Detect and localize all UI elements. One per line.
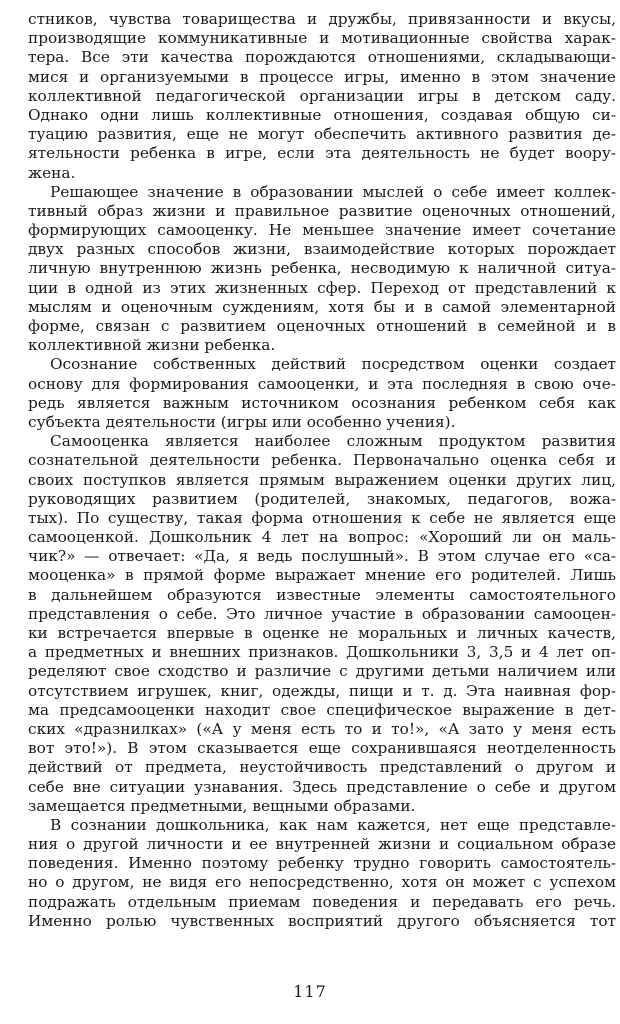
text-line: вот это!»). В этом сказывается еще сохранившаяся неотделенность — [28, 739, 616, 758]
text-line: представления о себе. Это личное участие в образовании самооцен- — [28, 604, 616, 623]
text-line: коллективной жизни ребенка. — [28, 336, 276, 355]
page-text — [28, 10, 616, 931]
text-line: ских «дразнилках» («А у меня есть то и то!», «А зато у меня есть — [28, 719, 616, 738]
text-line: стников, чувства товарищества и дружбы, привязанности и вкусы, — [28, 10, 616, 28]
text-line: в дальнейшем образуются известные элементы самостоятельного — [28, 585, 616, 604]
text-line: себе вне ситуации узнавания. Здесь представление о себе и другом — [28, 777, 616, 796]
text-line: туацию развития, еще не могут обеспечить активного развития де- — [28, 125, 616, 144]
text-line: В сознании дошкольника, как нам кажется, нет еще представле- — [50, 815, 616, 834]
page-number: 117 — [293, 982, 327, 1001]
text-line: ма предсамооценки находит свое специфическое выражение в дет- — [28, 700, 616, 719]
text-line: Именно ролью чувственных восприятий другого объясняется тот — [28, 911, 616, 930]
text-line: ределяют свое сходство и различие с другими детьми наличием или — [28, 662, 616, 681]
text-line: поведения. Именно поэтому ребенку трудно говорить самостоятель- — [28, 854, 616, 873]
text-line: своих поступков является прямым выражением оценки других лиц, — [28, 470, 616, 489]
text-line: действий от предмета, неустойчивость представлений о другом и — [28, 758, 616, 777]
text-line: Осознание собственных действий посредством оценки создает — [50, 355, 616, 374]
text-line: но о другом, не видя его непосредственно, хотя он может с успехом — [28, 873, 616, 892]
text-line: мооценка» в прямой форме выражает мнение его родителей. Лишь — [28, 566, 616, 585]
text-line: двух разных способов жизни, взаимодействие которых порождает — [28, 240, 616, 259]
text-line: сознательной деятельности ребенка. Первоначально оценка себя и — [28, 451, 616, 470]
text-line: тера. Все эти качества порождаются отношениями, складывающи- — [28, 48, 616, 67]
text-line: подражать отдельным приемам поведения и передавать его речь. — [28, 892, 616, 911]
text-line: производящие коммуникативные и мотивационные свойства харак- — [28, 29, 616, 48]
text-line: Самооценка является наиболее сложным продуктом развития — [50, 432, 616, 451]
text-line: ятельности ребенка в игре, если эта деятельность не будет воору- — [28, 144, 616, 163]
text-line: тивный образ жизни и правильное развитие оценочных отношений, — [28, 201, 616, 220]
text-line: коллективной педагогической организации игры в детском саду. — [28, 86, 616, 105]
text-line: основу для формирования самооценки, и эта последняя в свою оче- — [28, 374, 616, 393]
text-line: ции в одной из этих жизненных сфер. Переход от представлений к — [28, 278, 616, 297]
text-line: самооценкой. Дошкольник 4 лет на вопрос: «Хороший ли он маль- — [28, 528, 616, 547]
text-line: личную внутреннюю жизнь ребенка, несводимую к наличной ситуа- — [28, 259, 616, 278]
text-line: мися и организуемыми в процессе игры, именно в этом значение — [28, 67, 616, 86]
text-line: отсутствием игрушек, книг, одежды, пищи и т. д. Эта наивная фор- — [28, 681, 616, 700]
text-line: Однако одни лишь коллективные отношения, создавая общую си- — [28, 105, 616, 124]
text-line: форме, связан с развитием оценочных отношений в семейной и в — [28, 317, 616, 335]
paragraph — [28, 355, 616, 432]
paragraph — [28, 816, 616, 931]
text-line: редь является важным источником осознания ребенком себя как — [28, 393, 616, 412]
text-line: ния о другой личности и ее внутренней жизни и социальном образе — [28, 835, 616, 854]
text-line: мыслям и оценочным суждениям, хотя бы и в самой элементарной — [28, 297, 616, 316]
text-line: а предметных и внешних признаков. Дошкольники 3, 3,5 и 4 лет оп- — [28, 643, 616, 662]
text-line: жена. — [28, 163, 76, 182]
paragraph — [28, 432, 616, 816]
text-line: формирующих самооценку. Не меньшее значение имеет сочетание — [28, 221, 616, 240]
text-line: тых). По существу, такая форма отношения к себе не является еще — [28, 508, 616, 527]
paragraph — [28, 183, 616, 356]
paragraph — [28, 10, 616, 183]
text-line: субъекта деятельности (игры или особенно учения). — [28, 412, 456, 431]
text-line: ки встречается впервые в оценке не моральных и личных качеств, — [28, 624, 616, 642]
text-line: замещается предметными, вещными образами. — [28, 796, 416, 815]
text-line: чик?» — отвечает: «Да, я ведь послушный». В этом случае его «са- — [28, 547, 616, 566]
text-line: Решающее значение в образовании мыслей о себе имеет коллек- — [50, 182, 616, 201]
text-line: руководящих развитием (родителей, знакомых, педагогов, вожа- — [28, 489, 616, 508]
